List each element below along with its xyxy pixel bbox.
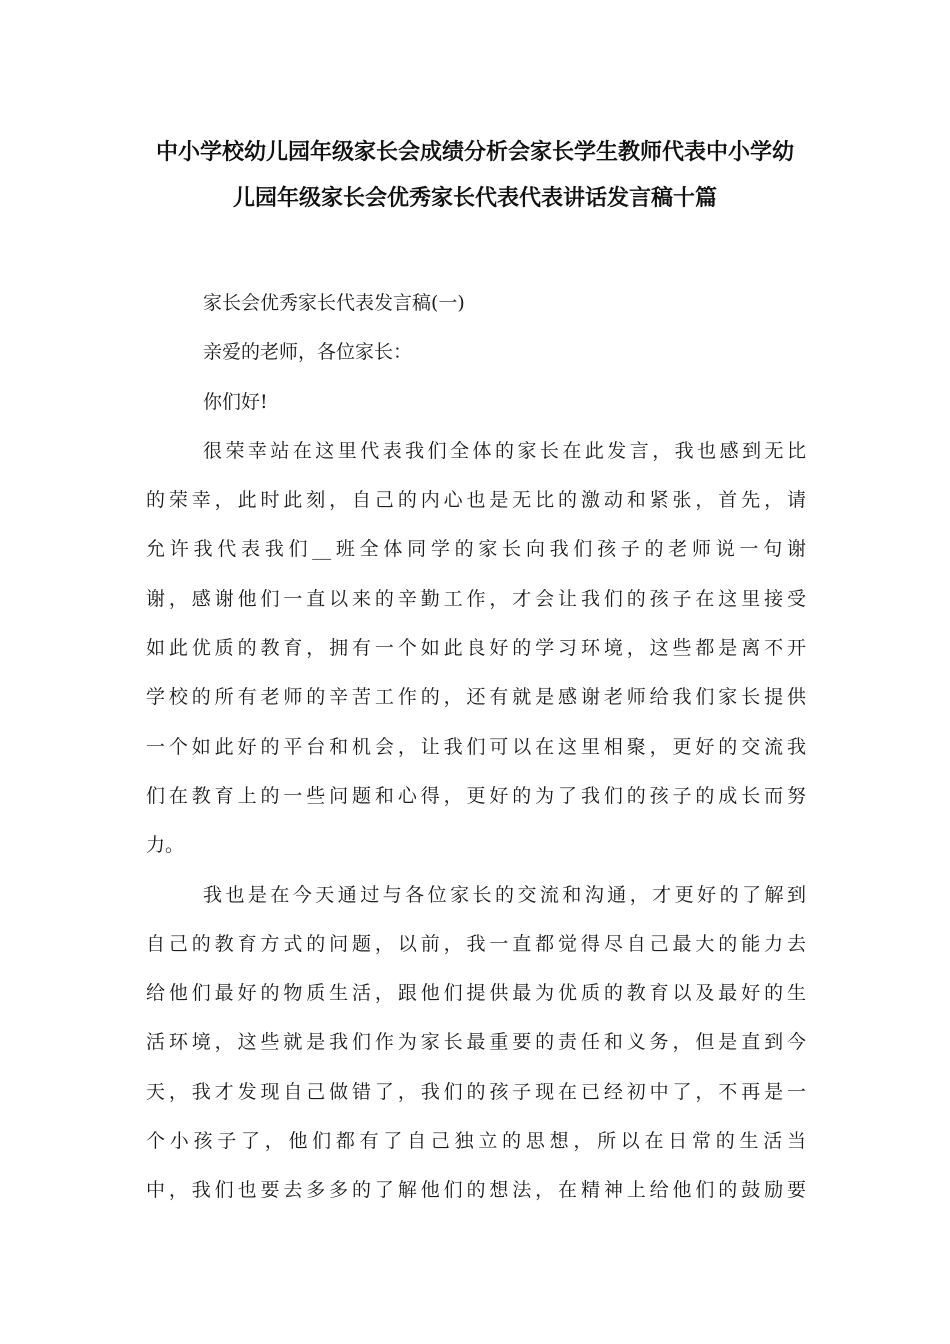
paragraph-line: 自己的教育方式的问题，以前，我一直都觉得尽自己最大的能力去 — [146, 932, 806, 955]
paragraph-line: 允许我代表我们__班全体同学的家长向我们孩子的老师说一句谢 — [146, 538, 806, 561]
paragraph-line: 中，我们也要去多多的了解他们的想法，在精神上给他们的鼓励要 — [146, 1179, 806, 1202]
paragraph-line: 一个如此好的平台和机会，让我们可以在这里相聚，更好的交流我 — [146, 735, 806, 758]
paragraph-line: 谢，感谢他们一直以来的辛勤工作，才会让我们的孩子在这里接受 — [146, 587, 806, 610]
paragraph-line: 如此优质的教育，拥有一个如此良好的学习环境，这些都是离不开 — [146, 637, 806, 660]
document-title — [120, 130, 830, 222]
paragraph-1 — [146, 427, 806, 871]
paragraph-line: 活环境，这些就是我们作为家长最重要的责任和义务，但是直到今 — [146, 1031, 806, 1054]
section-heading: 家长会优秀家长代表发言稿(一) — [203, 292, 465, 314]
paragraph-line: 很荣幸站在这里代表我们全体的家长在此发言，我也感到无比 — [203, 439, 806, 462]
paragraph-line: 天，我才发现自己做错了，我们的孩子现在已经初中了，不再是一 — [146, 1080, 806, 1103]
paragraph-2 — [146, 871, 806, 1216]
title-line-1: 中小学校幼儿园年级家长会成绩分析会家长学生教师代表中小学幼 — [155, 140, 794, 165]
paragraph-line: 们在教育上的一些问题和心得，更好的为了我们的孩子的成长而努 — [146, 784, 806, 807]
paragraph-line: 个小孩子了，他们都有了自己独立的思想，所以在日常的生活当 — [146, 1130, 806, 1153]
document-body — [146, 279, 806, 1216]
paragraph-line: 给他们最好的物质生活，跟他们提供最为优质的教育以及最好的生 — [146, 982, 806, 1005]
paragraph-line: 的荣幸，此时此刻，自己的内心也是无比的激动和紧张，首先，请 — [146, 489, 806, 512]
paragraph-line: 我也是在今天通过与各位家长的交流和沟通，才更好的了解到 — [203, 883, 806, 906]
greeting: 你们好! — [203, 390, 268, 413]
salutation: 亲爱的老师，各位家长： — [203, 341, 413, 364]
title-line-2: 儿园年级家长会优秀家长代表代表讲话发言稿十篇 — [232, 186, 717, 211]
paragraph-line: 力。 — [146, 834, 185, 857]
paragraph-line: 学校的所有老师的辛苦工作的，还有就是感谢老师给我们家长提供 — [146, 686, 806, 709]
